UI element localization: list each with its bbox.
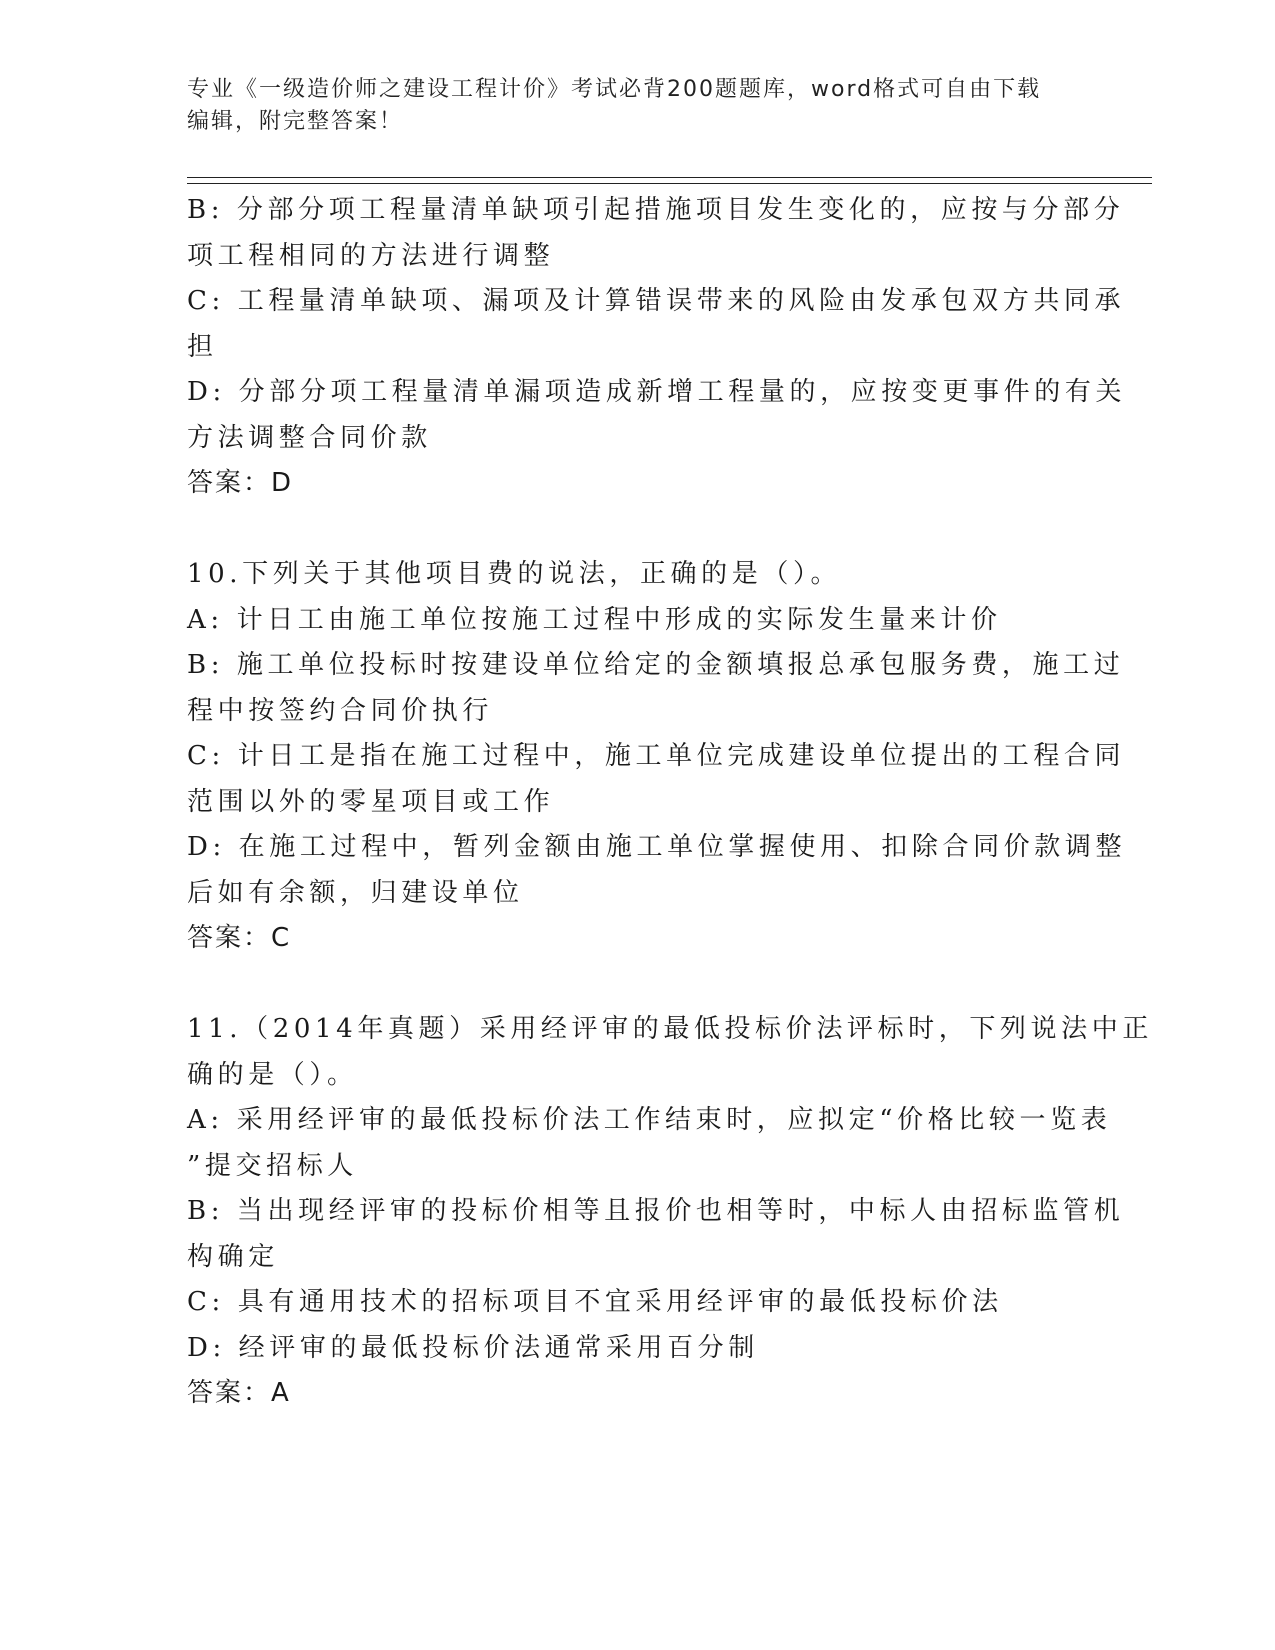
option-line: D: 分部分项工程量清单漏项造成新增工程量的，应按变更事件的有关: [187, 377, 1127, 407]
option-line: A: 计日工由施工单位按施工过程中形成的实际发生量来计价: [187, 604, 1002, 635]
option-a: [187, 598, 1092, 644]
page-header: [187, 74, 1087, 138]
option-line: 范围以外的零星项目或工作: [187, 786, 555, 817]
answer-label: 答案：C: [187, 923, 292, 953]
option-line: ”提交招标人: [187, 1150, 358, 1181]
option-line: 后如有余额，归建设单位: [187, 877, 524, 908]
option-line: 程中按签约合同价执行: [187, 695, 494, 726]
header-line-2: 编辑，附完整答案！: [187, 109, 404, 134]
option-a: [187, 1098, 1112, 1189]
spacer: [187, 962, 1092, 1008]
header-divider-top: [187, 177, 1152, 178]
option-c: [187, 279, 1126, 370]
question-9: [187, 188, 1127, 507]
option-line: C: 计日工是指在施工过程中，施工单位完成建设单位提出的工程合同: [187, 741, 1126, 771]
option-line: B: 当出现经评审的投标价相等且报价也相等时，中标人由招标监管机: [187, 1196, 1125, 1226]
answer-label: 答案：D: [187, 468, 294, 498]
option-b: [187, 643, 1125, 734]
option-d: [187, 1326, 1092, 1372]
option-c: [187, 1280, 1092, 1326]
option-line: 构确定: [187, 1241, 279, 1272]
answer-label: 答案：A: [187, 1378, 291, 1408]
question-stem: 10.下列关于其他项目费的说法，正确的是（）。: [187, 559, 842, 589]
option-line: A: 采用经评审的最低投标价法工作结束时，应拟定“价格比较一览表: [187, 1105, 1112, 1135]
question-10: [187, 552, 1127, 962]
option-line: B: 施工单位投标时按建设单位给定的金额填报总承包服务费，施工过: [187, 650, 1125, 680]
option-line: 项工程相同的方法进行调整: [187, 240, 555, 271]
option-line: B: 分部分项工程量清单缺项引起措施项目发生变化的，应按与分部分: [187, 195, 1125, 225]
option-line: C: 工程量清单缺项、漏项及计算错误带来的风险由发承包双方共同承: [187, 286, 1126, 316]
header-line-1: 专业《一级造价师之建设工程计价》考试必背200题题库，word格式可自由下载: [187, 77, 1042, 102]
question-content: [187, 188, 1153, 1417]
header-divider-bottom: [187, 183, 1152, 184]
option-line: 方法调整合同价款: [187, 422, 432, 453]
option-c: [187, 734, 1126, 825]
spacer: [187, 507, 1092, 553]
option-line: D: 经评审的最低投标价法通常采用百分制: [187, 1332, 759, 1363]
option-line: 担: [187, 331, 218, 362]
option-b: [187, 188, 1125, 279]
question-11: [187, 1007, 1153, 1417]
option-d: [187, 370, 1127, 461]
option-line: D: 在施工过程中，暂列金额由施工单位掌握使用、扣除合同价款调整: [187, 832, 1127, 862]
question-stem: 确的是（）。: [187, 1059, 358, 1090]
option-line: C: 具有通用技术的招标项目不宜采用经评审的最低投标价法: [187, 1287, 1003, 1317]
question-stem: 11.（2014年真题）采用经评审的最低投标价法评标时，下列说法中正: [187, 1014, 1153, 1044]
option-b: [187, 1189, 1125, 1280]
option-d: [187, 825, 1127, 916]
